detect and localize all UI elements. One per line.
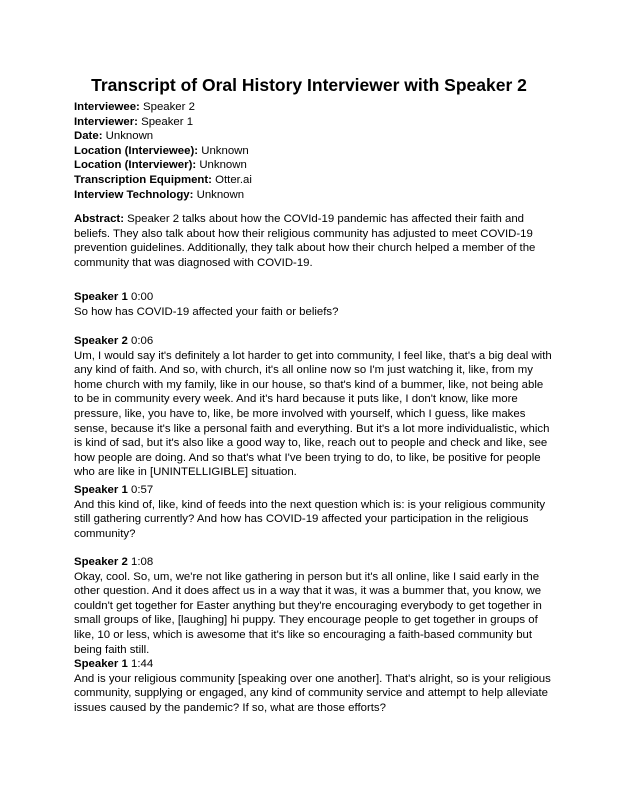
- abstract-label: Abstract:: [74, 213, 125, 225]
- abstract-text: Speaker 2 talks about how the COVId-19 pandemic has affected their faith and beliefs. They also talk about how their religious community has adjusted to meet COVID-19 prevention guidelines. Additionally, they talk about how their church helped a member of the community that was diagnosed with COVID-19.: [74, 213, 536, 269]
- abstract: [74, 212, 552, 270]
- speaker-heading: Speaker 1 0:00: [74, 291, 154, 303]
- meta-interviewee: Interviewee: Speaker 2: [74, 101, 195, 113]
- speaker-heading: Speaker 1 1:44: [74, 658, 154, 670]
- turn-text: And this kind of, like, kind of feeds into the next question which is: is your religious community still gathering currently? And how has COVID-19 affected your participation in the religious community?: [74, 498, 546, 540]
- document-title: Transcript of Oral History Interviewer with Speaker 2: [91, 75, 527, 95]
- transcript-turn: [74, 290, 554, 319]
- speaker-heading: Speaker 1 0:57: [74, 484, 154, 496]
- transcript-turn: [74, 483, 554, 541]
- transcript-turn: [74, 334, 554, 480]
- meta-date: Date: Unknown: [74, 130, 154, 143]
- transcript-turn: [74, 555, 554, 657]
- metadata-block: [74, 100, 554, 202]
- meta-location-interviewee: Location (Interviewee): Unknown: [74, 144, 249, 157]
- meta-transcription-equipment: Transcription Equipment: Otter.ai: [74, 173, 252, 186]
- turn-text: So how has COVID-19 affected your faith or beliefs?: [74, 305, 339, 318]
- turn-text: And is your religious community [speaking over one another]. That's alright, so is your religious community, supplying or engaged, any kind of community service and attempt to help alleviate issues caused by the pandemic? If so, what are those efforts?: [74, 672, 551, 714]
- turn-text: Okay, cool. So, um, we're not like gathering in person but it's all online, like I said early in the other question. And it does affect us in a way that it was, it was a bummer that, you know, we couldn't get together for Easter anything but they're encouraging everybody to get together in small groups of like, [laughing] hi puppy. They encourage people to get together in groups of like, 10 or less, which is awesome that it's like so encouraging a faith-based community but being faith still.: [74, 570, 542, 656]
- transcript-turn: [74, 657, 554, 715]
- turn-text: Um, I would say it's definitely a lot harder to get into community, I feel like, that's a big deal with any kind of faith. And so, with church, it's all online now so I'm just watching it, like, from my home church with my family, like in our house, so that's kind of a bummer, like, not being able to be in community every week. And it's hard because it puts like, I don't know, like more pressure, like, you have to, like, be more involved with yourself, which I guess, like makes sense, because it's like a personal faith and everything. But it's a lot more individualistic, which is kind of sad, but it's also like a good way to, like, reach out to people and check and like, see how people are doing. And so that's what I've been trying to do, to like, be positive for people who are like in [UNINTELLIGIBLE] situation.: [74, 349, 552, 479]
- meta-location-interviewer: Location (Interviewer): Unknown: [74, 159, 247, 172]
- speaker-heading: Speaker 2 0:06: [74, 335, 154, 347]
- meta-interviewer: Interviewer: Speaker 1: [74, 115, 194, 128]
- speaker-heading: Speaker 2 1:08: [74, 556, 154, 568]
- meta-interview-technology: Interview Technology: Unknown: [74, 188, 245, 201]
